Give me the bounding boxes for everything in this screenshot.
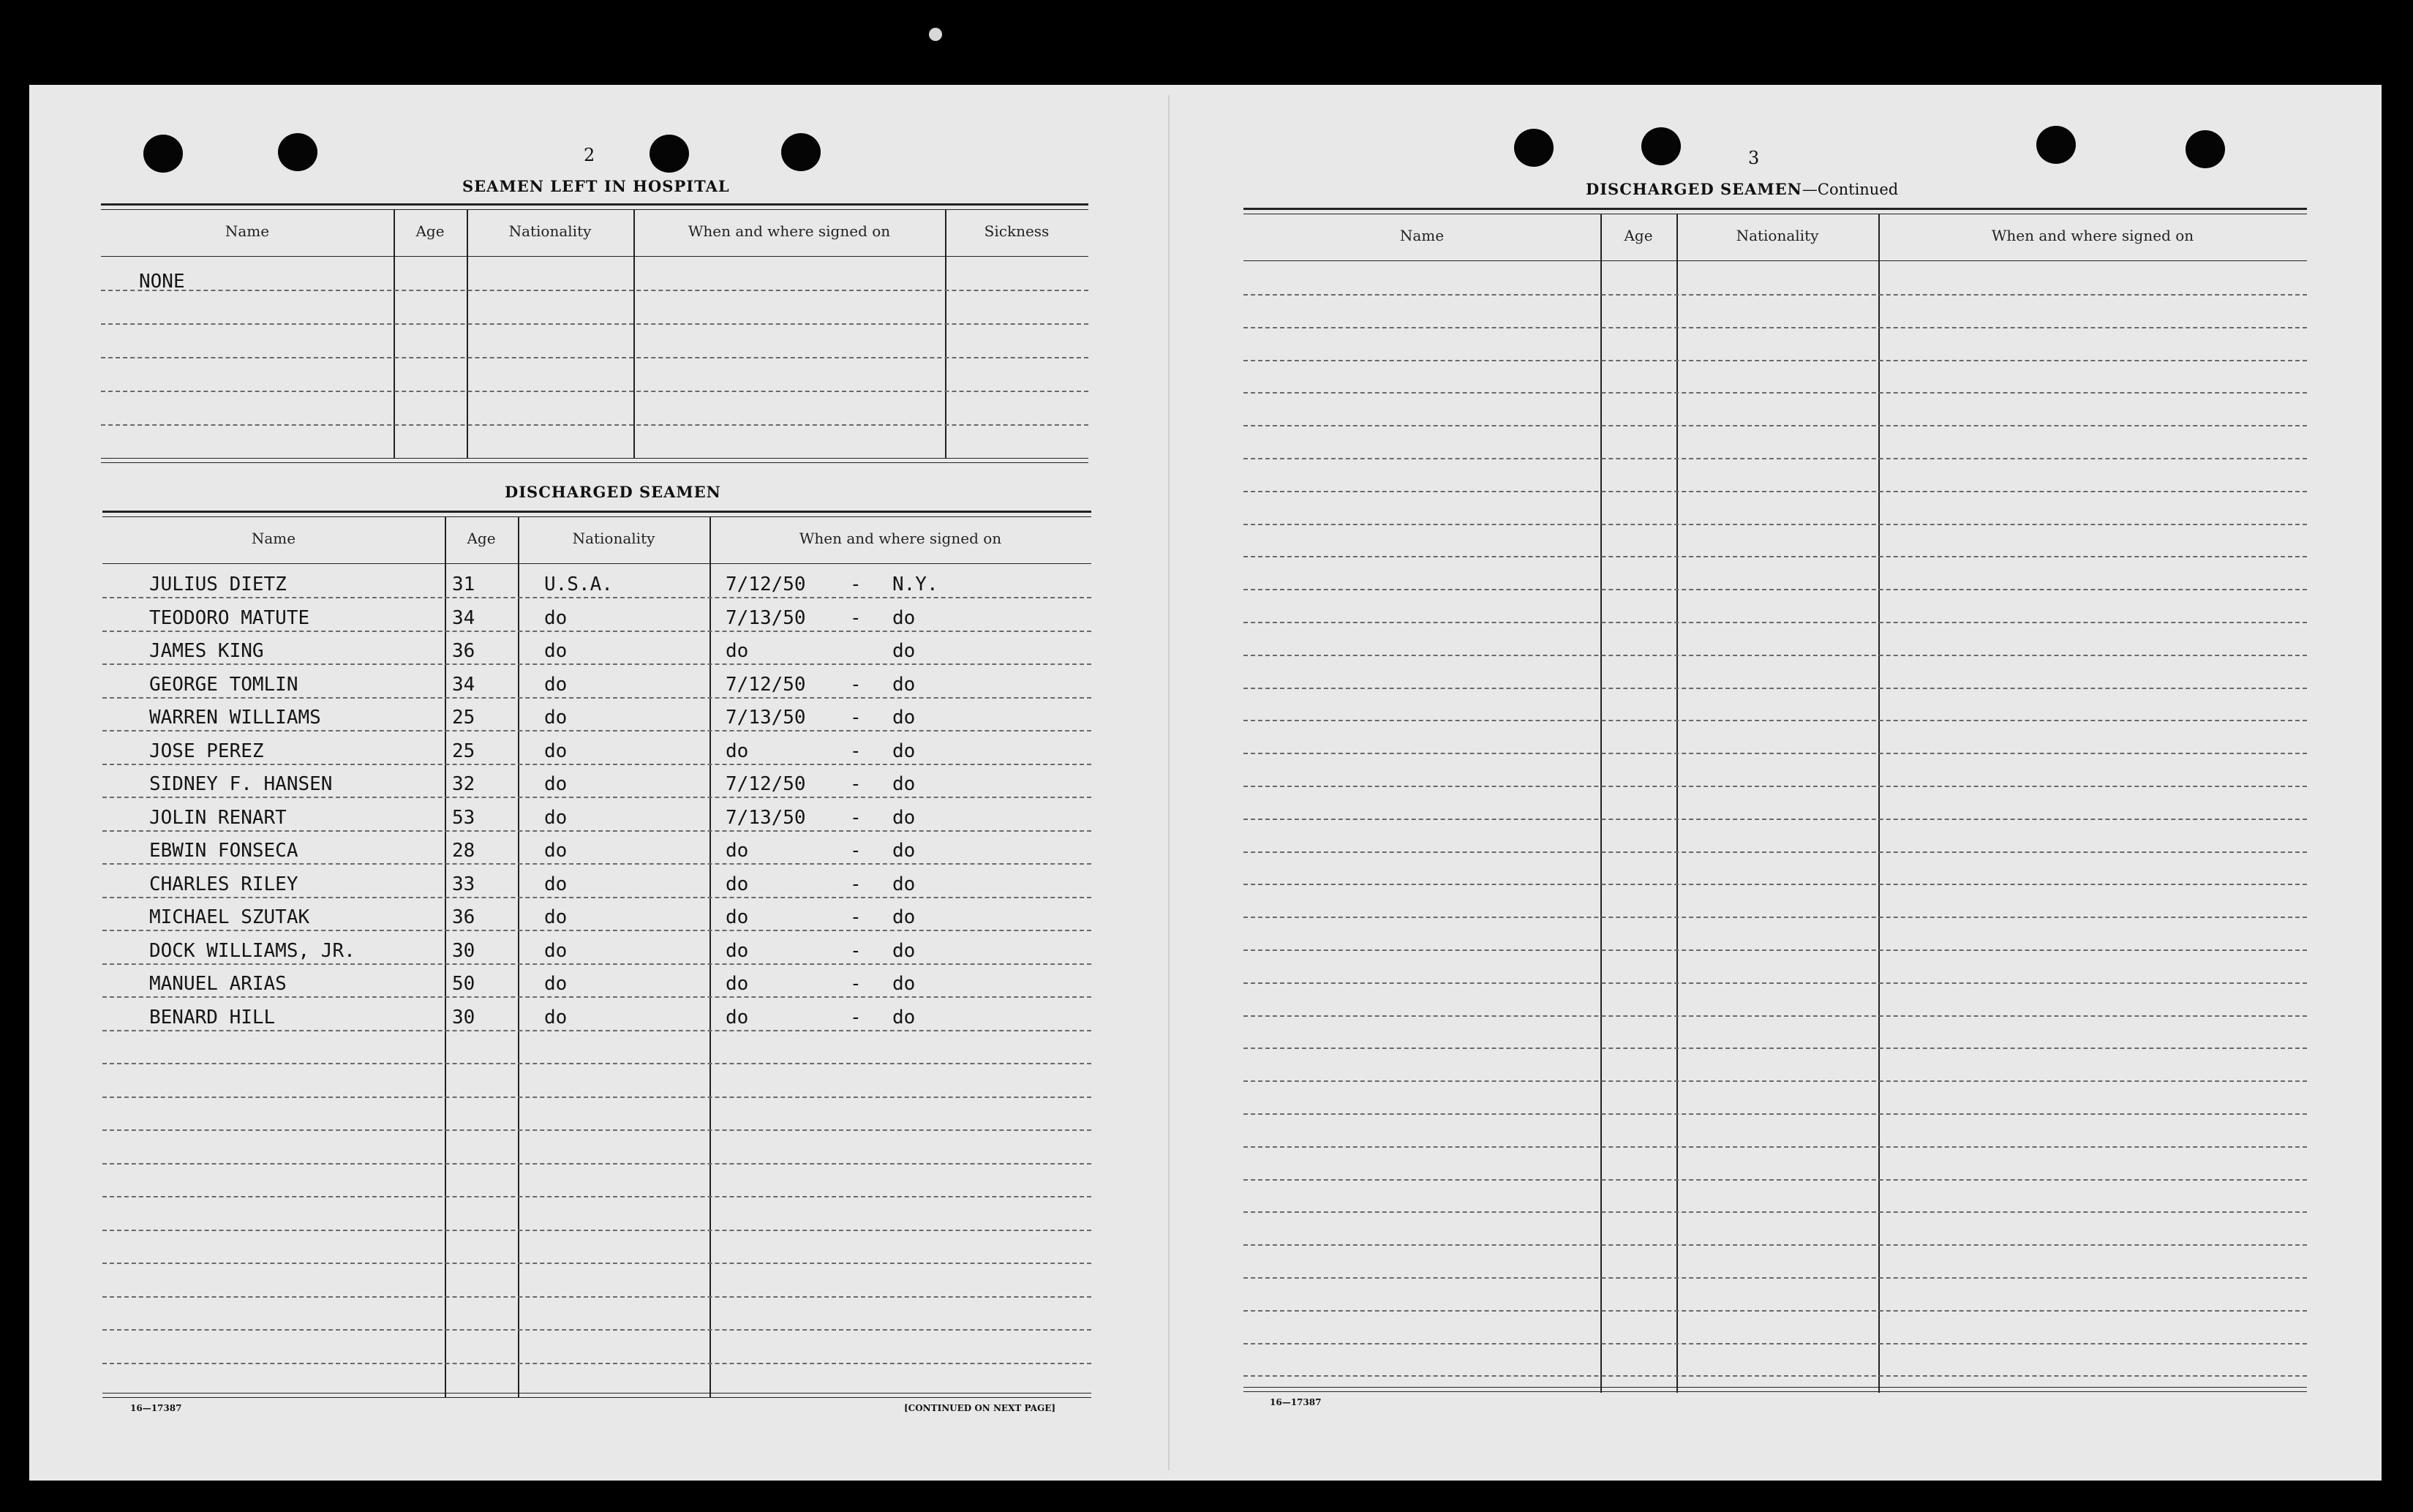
ruled-line [102,1329,1091,1331]
cell-age: 34 [452,606,475,629]
ruled-line [1243,360,2307,361]
ruled-line [102,1129,1091,1131]
ruled-line [102,1196,1091,1197]
cell-place: do [892,906,916,928]
col-header-nationality: Nationality [508,222,592,240]
page-fold [1168,95,1170,1470]
cell-nationality: do [544,939,568,962]
cell-age: 36 [452,906,475,928]
ruled-line [102,631,1091,632]
cell-age: 34 [452,673,475,696]
ruled-line [1243,327,2307,328]
ruled-line [102,863,1091,865]
cell-nationality: do [544,707,568,729]
ruled-line [1243,1375,2307,1377]
ruled-line [1243,622,2307,623]
ruled-line [1243,1113,2307,1115]
col-header-age: Age [1624,227,1653,244]
col-header-name: Name [251,530,296,547]
cell-date: 7/12/50 [726,573,806,595]
ruled-line [1243,1048,2307,1049]
cell-date: do [726,973,749,995]
ruled-line [102,1063,1091,1064]
cell-date: 7/13/50 [726,606,806,629]
cell-name: JULIUS DIETZ [149,573,287,595]
ruled-line [1243,556,2307,557]
ruled-line [1243,1211,2307,1213]
cell-name: JOLIN RENART [149,806,287,829]
ruled-line [1243,884,2307,885]
punch-hole [2036,126,2076,164]
cell-age: 31 [452,573,475,595]
cell-name: MICHAEL SZUTAK [149,906,310,928]
cell-age: 25 [452,707,475,729]
ruled-line [102,1030,1091,1031]
ruled-line [102,1230,1091,1231]
cell-date: 7/13/50 [726,707,806,729]
col-header-name: Name [225,222,270,240]
cell-age: 28 [452,840,475,862]
col-header-name: Name [1399,227,1445,244]
cell-date: 7/12/50 [726,773,806,795]
cell-nationality: do [544,906,568,928]
ruled-line [102,930,1091,931]
hospital-table-title: SEAMEN LEFT IN HOSPITAL [462,177,730,195]
ruled-line [1243,294,2307,296]
col-header-signed-on: When and where signed on [688,222,891,240]
ruled-line [102,697,1091,699]
punch-hole [650,135,689,173]
cell-name: WARREN WILLIAMS [149,707,321,729]
ruled-line [1243,392,2307,394]
ruled-line [1243,1343,2307,1344]
ruled-line [1243,1179,2307,1181]
ruled-line [102,730,1091,731]
cell-place: do [892,806,916,829]
cell-age: 50 [452,973,475,995]
ruled-line [1243,949,2307,951]
cell-nationality: U.S.A. [544,573,613,595]
cell-place: do [892,840,916,862]
ruled-line [102,830,1091,832]
cell-name: JOSE PEREZ [149,740,264,762]
ruled-line [1243,851,2307,853]
cell-dash: - [850,1006,862,1028]
ruled-line [1243,917,2307,918]
cell-date: do [726,906,749,928]
cell-dash: - [850,773,862,795]
cell-nationality: do [544,740,568,762]
cell-name: CHARLES RILEY [149,873,298,895]
discharged-continued-table [1243,208,2307,1393]
ruled-line [1243,688,2307,689]
col-header-signed-on: When and where signed on [799,530,1002,547]
cell-age: 25 [452,740,475,762]
ruled-line [102,1263,1091,1264]
punch-hole [1514,129,1554,167]
cell-dash: - [850,673,862,696]
ruled-line [1243,786,2307,787]
cell-nationality: do [544,840,568,862]
ruled-line [102,963,1091,965]
cell-name: SIDNEY F. HANSEN [149,773,333,795]
ruled-line [102,1163,1091,1165]
ruled-line [102,797,1091,798]
hospital-entry: NONE [139,271,185,293]
cell-place: do [892,740,916,762]
cell-place: do [892,640,916,662]
ruled-line [1243,819,2307,820]
cell-nationality: do [544,1006,568,1028]
cell-age: 30 [452,939,475,962]
cell-nationality: do [544,673,568,696]
cell-nationality: do [544,773,568,795]
ruled-line [102,764,1091,765]
cell-name: BENARD HILL [149,1006,276,1028]
ruled-line [1243,655,2307,656]
hospital-table [101,203,1088,464]
cell-name: EBWIN FONSECA [149,840,298,862]
cell-date: do [726,1006,749,1028]
ruled-line [102,597,1091,598]
cell-date: do [726,873,749,895]
punch-hole [143,135,183,173]
cell-dash: - [850,939,862,962]
ruled-line [102,1363,1091,1364]
cell-date: do [726,740,749,762]
cell-nationality: do [544,873,568,895]
cell-place: do [892,707,916,729]
cell-date: 7/12/50 [726,673,806,696]
cell-dash: - [850,573,862,595]
cell-place: do [892,939,916,962]
cell-age: 53 [452,806,475,829]
cell-dash: - [850,740,862,762]
page-number: 2 [584,145,595,165]
ruled-line [1243,1244,2307,1246]
col-header-nationality: Nationality [572,530,655,547]
ruled-line [1243,524,2307,525]
discharged-table [102,511,1091,1399]
film-mark [929,28,942,41]
punch-hole [2186,130,2225,168]
cell-date: do [726,640,749,662]
discharged-continued-title: DISCHARGED SEAMEN—Continued [1586,180,1899,198]
col-header-nationality: Nationality [1736,227,1819,244]
punch-hole [781,133,821,171]
cell-name: MANUEL ARIAS [149,973,287,995]
cell-nationality: do [544,640,568,662]
cell-name: TEODORO MATUTE [149,606,310,629]
ruled-line [1243,1080,2307,1082]
cell-date: do [726,939,749,962]
ruled-line [1243,458,2307,459]
page-number: 3 [1748,148,1760,168]
ruled-line [102,1296,1091,1298]
cell-age: 33 [452,873,475,895]
col-header-age: Age [415,222,445,240]
cell-date: 7/13/50 [726,806,806,829]
ruled-line [1243,425,2307,426]
ruled-line [1243,1146,2307,1148]
ruled-line [1243,491,2307,492]
cell-name: GEORGE TOMLIN [149,673,298,696]
form-code: 16—17387 [1270,1397,1322,1407]
col-header-signed-on: When and where signed on [1991,227,2194,244]
ruled-line [102,663,1091,665]
form-code: 16—17387 [130,1403,182,1413]
ruled-line [1243,1277,2307,1279]
cell-dash: - [850,840,862,862]
cell-dash: - [850,806,862,829]
cell-place: do [892,606,916,629]
cell-dash: - [850,606,862,629]
cell-place: do [892,873,916,895]
cell-dash: - [850,707,862,729]
cell-age: 30 [452,1006,475,1028]
cell-name: JAMES KING [149,640,264,662]
cell-dash: - [850,906,862,928]
ruled-line [1243,1015,2307,1017]
cell-dash: - [850,973,862,995]
cell-age: 36 [452,640,475,662]
ruled-line [1243,982,2307,984]
punch-hole [278,133,317,171]
cell-age: 32 [452,773,475,795]
cell-name: DOCK WILLIAMS, JR. [149,939,355,962]
cell-dash: - [850,873,862,895]
cell-place: do [892,773,916,795]
cell-nationality: do [544,606,568,629]
ruled-line [102,996,1091,998]
ruled-line [102,897,1091,898]
punch-hole [1641,127,1681,165]
cell-place: do [892,1006,916,1028]
ruled-line [1243,589,2307,590]
cell-nationality: do [544,806,568,829]
discharged-table-title: DISCHARGED SEAMEN [505,483,721,501]
cell-place: N.Y. [892,573,938,595]
continued-note: [CONTINUED ON NEXT PAGE] [904,1403,1056,1413]
ruled-line [102,1097,1091,1098]
cell-place: do [892,973,916,995]
ruled-line [1243,753,2307,754]
ruled-line [1243,1310,2307,1312]
cell-place: do [892,673,916,696]
cell-date: do [726,840,749,862]
cell-nationality: do [544,973,568,995]
col-header-age: Age [467,530,496,547]
col-header-sickness: Sickness [984,222,1050,240]
ruled-line [1243,720,2307,721]
